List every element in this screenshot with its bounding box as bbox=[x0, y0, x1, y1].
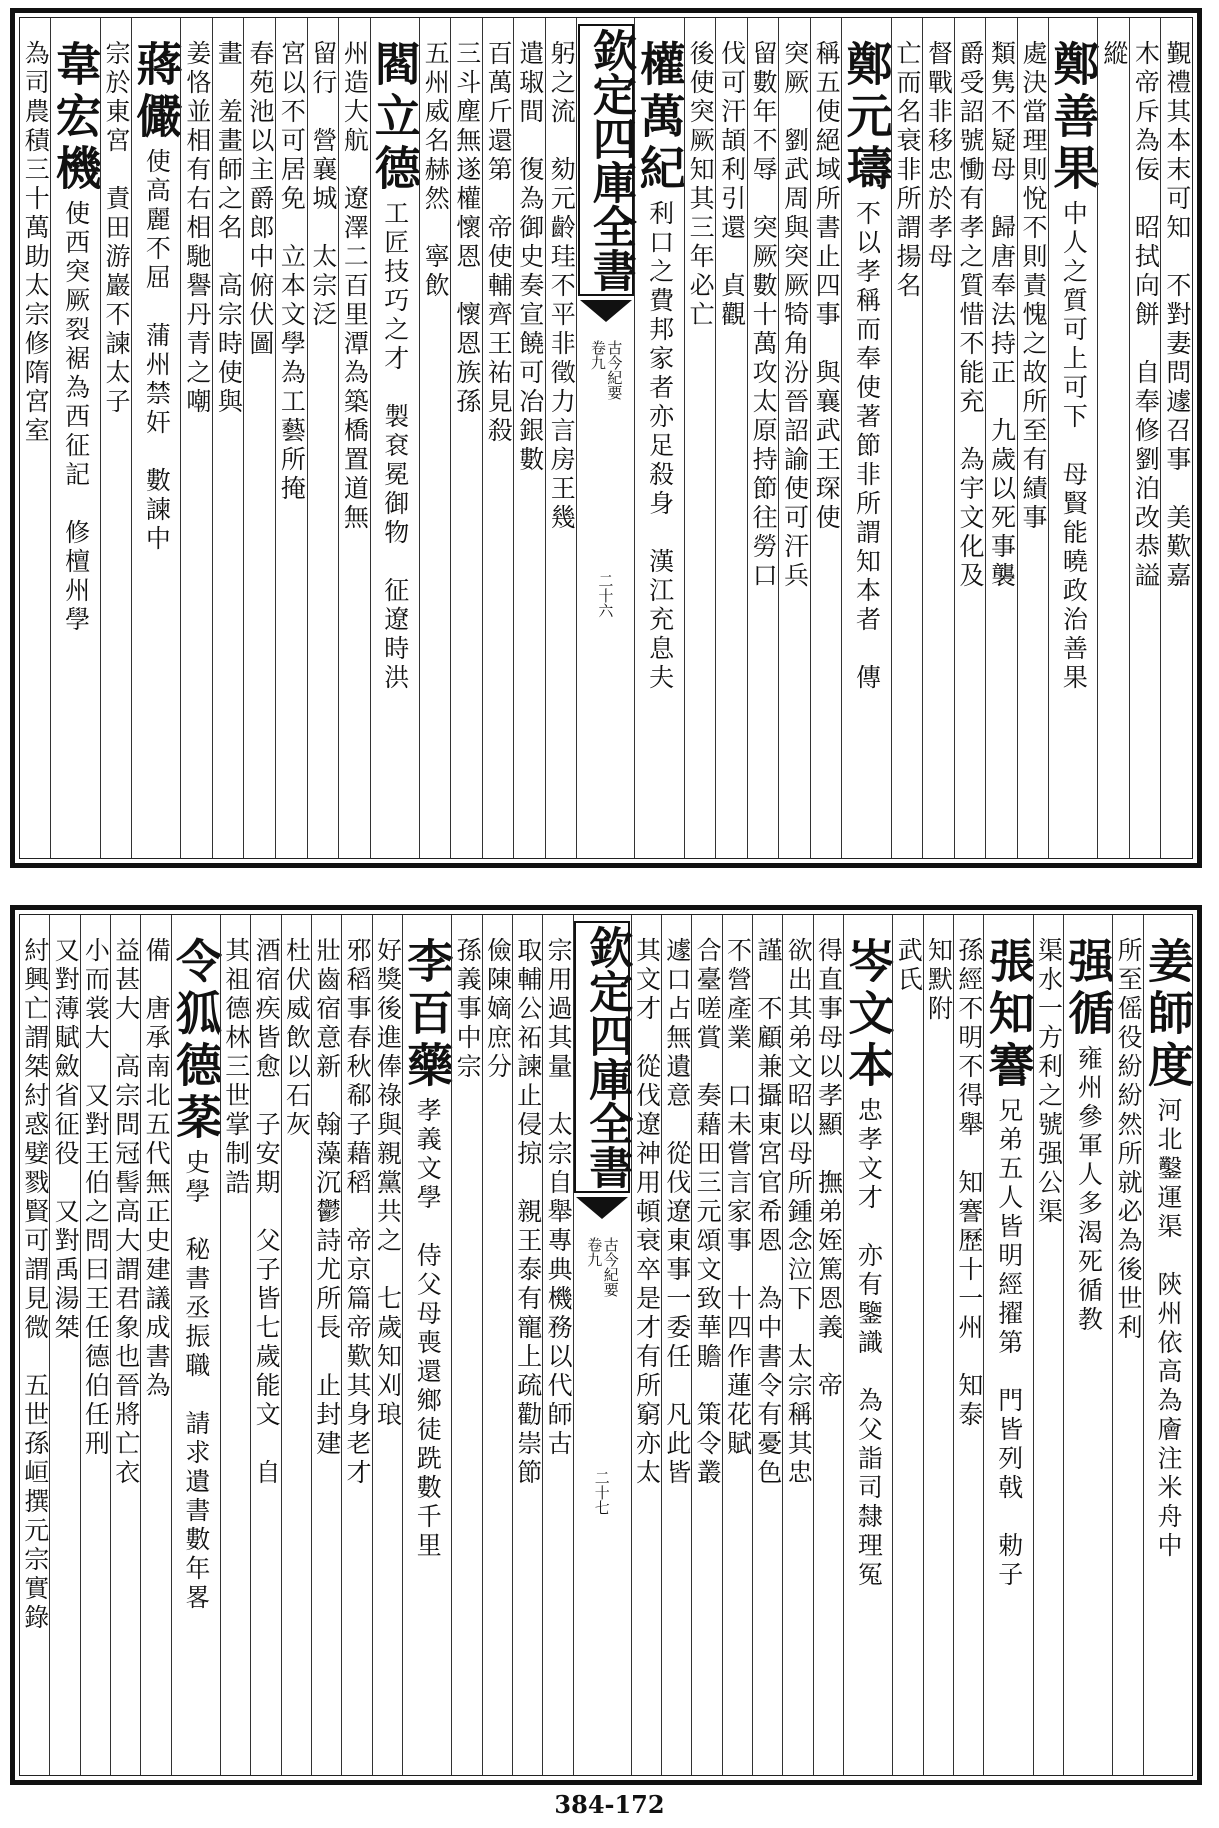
column-text: 又對薄賦斂省征役 又對禹湯桀 bbox=[51, 937, 81, 1343]
column-content bbox=[421, 40, 451, 858]
column-content bbox=[812, 40, 842, 858]
text-column bbox=[451, 915, 481, 1775]
column-text: 留數年不辱 突厥數十萬攻太原持節往勞口 bbox=[749, 40, 779, 591]
text-column bbox=[1112, 915, 1142, 1775]
column-content bbox=[1131, 40, 1161, 858]
column-text: 杜伏威飲以石灰 bbox=[282, 937, 312, 1140]
biography-heading: 岑文本 bbox=[841, 937, 896, 1093]
column-content bbox=[1061, 937, 1116, 1775]
volume-label: 古今紀要 卷九 bbox=[585, 1237, 620, 1297]
text-column bbox=[813, 915, 843, 1775]
column-text: 工匠技巧之才 製袞冕御物 征遼時洪 bbox=[380, 200, 410, 693]
text-column bbox=[140, 915, 170, 1775]
column-content bbox=[340, 40, 370, 858]
biography-heading: 姜師度 bbox=[1141, 937, 1195, 1093]
text-column bbox=[782, 915, 812, 1775]
column-content bbox=[282, 937, 312, 1775]
column-text: 使高麗不屈 蒲州禁奸 數諫中 bbox=[142, 148, 172, 554]
column-content bbox=[814, 937, 844, 1775]
column-content bbox=[749, 40, 779, 858]
column-text: 春苑池以主爵郎中俯伏圖 bbox=[245, 40, 275, 359]
text-column bbox=[922, 18, 954, 858]
column-content bbox=[981, 937, 1036, 1775]
text-column bbox=[275, 18, 307, 858]
text-column bbox=[1129, 18, 1161, 858]
column-content bbox=[780, 40, 810, 858]
column-content bbox=[400, 937, 455, 1775]
column-content bbox=[924, 40, 954, 858]
column-text: 躬之流 劾元齡珪不平非徵力言房王幾 bbox=[547, 40, 577, 533]
column-text: 雍州參軍人多渴死循教 bbox=[1074, 1045, 1104, 1335]
text-column bbox=[450, 18, 482, 858]
text-column bbox=[372, 915, 402, 1775]
column-text: 中人之質可上可下 母賢能曉政治善果 bbox=[1059, 200, 1089, 693]
text-column bbox=[482, 915, 512, 1775]
column-content bbox=[517, 40, 543, 858]
text-column bbox=[661, 915, 691, 1775]
text-column bbox=[545, 18, 577, 858]
column-text: 留行 營襄城 太宗泛 bbox=[308, 40, 338, 330]
column-text: 益甚大 高宗問冠髻高大謂君象也晉將亡衣 bbox=[111, 937, 141, 1488]
text-column bbox=[839, 18, 894, 858]
text-column bbox=[243, 18, 275, 858]
column-text: 孫義事中宗 bbox=[453, 937, 483, 1082]
column-content bbox=[252, 937, 282, 1775]
text-column bbox=[841, 915, 896, 1775]
column-text: 其文才 從伐遼神用頓衰卒是才有所窮亦太 bbox=[632, 937, 662, 1488]
text-column bbox=[891, 18, 923, 858]
text-column bbox=[367, 18, 422, 858]
column-text: 處決當理則悅不則責愧之故所至有績事 bbox=[1019, 40, 1049, 533]
column-text: 謹 不顧兼攝東宮官希恩 為中書令有憂色 bbox=[753, 937, 783, 1488]
column-content bbox=[168, 937, 223, 1775]
column-content bbox=[1034, 937, 1064, 1775]
bottom-page bbox=[10, 905, 1202, 1785]
text-column bbox=[49, 915, 79, 1775]
bottom-page-columns bbox=[19, 914, 1193, 1776]
column-content bbox=[784, 937, 814, 1775]
column-content bbox=[547, 40, 577, 858]
text-column bbox=[48, 18, 103, 858]
column-text: 宗用過其量 太宗自舉專典機務以代師古 bbox=[544, 937, 574, 1459]
text-column bbox=[953, 915, 983, 1775]
biography-heading: 鄭元璹 bbox=[839, 40, 894, 196]
biography-heading: 權萬紀 bbox=[632, 40, 687, 196]
text-column bbox=[1061, 915, 1116, 1775]
column-content bbox=[452, 40, 482, 858]
text-column bbox=[100, 18, 132, 858]
column-text: 知默附 bbox=[924, 937, 954, 1024]
column-content bbox=[693, 937, 723, 1775]
column-content bbox=[214, 40, 244, 858]
text-column bbox=[1046, 18, 1101, 858]
column-content bbox=[894, 937, 924, 1775]
text-column bbox=[923, 915, 953, 1775]
text-column bbox=[684, 18, 716, 858]
column-text: 史學 秘書丞振職 請求遺書數年畧 bbox=[181, 1149, 211, 1613]
text-column bbox=[715, 18, 747, 858]
volume-label: 古今紀要 卷九 bbox=[588, 340, 624, 400]
column-text: 孝義文學 侍父母喪還鄉徒跣數千里 bbox=[413, 1097, 443, 1561]
center-margin-strip bbox=[573, 915, 631, 1775]
column-text: 督戰非移忠於孝母 bbox=[924, 40, 954, 272]
text-column bbox=[1097, 18, 1129, 858]
column-content bbox=[632, 40, 687, 858]
column-content bbox=[81, 937, 111, 1775]
column-text: 伐可汗頡利引還 貞觀 bbox=[717, 40, 747, 330]
column-text: 五州威名赫然 寧飲 bbox=[421, 40, 451, 301]
text-column bbox=[482, 18, 514, 858]
column-text: 小而裳大 又對王伯之問曰王任德伯任刑 bbox=[81, 937, 111, 1459]
text-column bbox=[1141, 915, 1195, 1775]
column-content bbox=[483, 937, 513, 1775]
column-text: 不以孝稱而奉使著節非所謂知本者 傳 bbox=[852, 200, 882, 693]
column-text: 類隽不疑母 歸唐奉法持正 九歲以死事襲 bbox=[987, 40, 1017, 591]
column-content bbox=[987, 40, 1017, 858]
text-column bbox=[981, 915, 1036, 1775]
column-text: 所至傜役紛紛然所就必為後世利 bbox=[1114, 937, 1144, 1343]
column-text: 利口之費邦家者亦足殺身 漢江充息夫 bbox=[645, 200, 675, 693]
column-content bbox=[664, 937, 690, 1775]
column-text: 姜恪並相有右相馳譽丹青之嘲 bbox=[182, 40, 212, 417]
column-content bbox=[277, 40, 307, 858]
column-content bbox=[1101, 40, 1127, 858]
column-text: 合臺嗟賞 奏藉田三元頌文致華贍 策令叢 bbox=[693, 937, 723, 1488]
column-text: 遣琡間 復為御史奏宣饒可冶銀數 bbox=[515, 40, 545, 475]
text-column bbox=[954, 18, 986, 858]
column-content bbox=[894, 40, 920, 858]
column-content bbox=[247, 40, 273, 858]
text-column bbox=[110, 915, 140, 1775]
column-text: 紂興亡謂桀紂惑嬖戮賢可謂見微 五世孫峘撰元宗實錄 bbox=[20, 937, 50, 1633]
text-column bbox=[281, 915, 311, 1775]
column-text: 壯齒宿意新 翰藻沉鬱詩尤所長 止封建 bbox=[312, 937, 342, 1459]
column-text: 為司農積三十萬助太宗修隋宮室 bbox=[21, 40, 51, 446]
column-text: 稱五使絕域所書止四事 與襄武王琛使 bbox=[812, 40, 842, 533]
text-column bbox=[752, 915, 782, 1775]
text-column bbox=[20, 18, 51, 858]
text-column bbox=[250, 915, 280, 1775]
column-text: 酒宿疾皆愈 子安期 父子皆七歲能文 自 bbox=[252, 937, 282, 1488]
text-column bbox=[212, 18, 244, 858]
text-column bbox=[632, 18, 687, 858]
text-column bbox=[778, 18, 810, 858]
column-text: 覲禮其本末可知 不對妻問遽召事 美歎嘉 bbox=[1162, 40, 1192, 591]
column-content bbox=[515, 937, 541, 1775]
column-text: 渠水一方利之號强公渠 bbox=[1034, 937, 1064, 1227]
column-content bbox=[1019, 40, 1049, 858]
biography-heading: 强循 bbox=[1061, 937, 1116, 1041]
text-column bbox=[168, 915, 223, 1775]
column-content bbox=[184, 40, 210, 858]
biography-heading: 令狐德棻 bbox=[168, 937, 223, 1145]
column-text: 三斗塵無遂權懷恩 懷恩族孫 bbox=[452, 40, 482, 417]
column-text: 河北鑿運渠 陝州依高為廥注米舟中 bbox=[1153, 1097, 1183, 1561]
column-content bbox=[48, 40, 103, 858]
column-text: 州造大航 遼澤二百里潭為築橋置道無 bbox=[340, 40, 370, 533]
column-content bbox=[1114, 937, 1144, 1775]
column-text: 備 唐承南北五代無正史建議成書為 bbox=[142, 937, 172, 1401]
text-column bbox=[631, 915, 661, 1775]
column-content bbox=[723, 937, 753, 1775]
text-column bbox=[307, 18, 339, 858]
column-text: 使西突厥裂裾為西征記 修檀州學 bbox=[61, 200, 91, 635]
leaf-number: 二十七 bbox=[592, 1470, 611, 1515]
column-content bbox=[717, 40, 747, 858]
text-column bbox=[129, 18, 184, 858]
column-content bbox=[453, 937, 483, 1775]
column-content bbox=[841, 937, 896, 1775]
fish-tail-mark bbox=[576, 1197, 628, 1219]
text-column bbox=[747, 18, 779, 858]
text-column bbox=[80, 915, 110, 1775]
column-text: 畫 羞畫師之名 高宗時使與 bbox=[214, 40, 244, 417]
column-text: 後使突厥知其三年必亡 bbox=[686, 40, 716, 330]
column-content bbox=[1164, 40, 1190, 858]
column-content bbox=[343, 937, 373, 1775]
biography-heading: 韋宏機 bbox=[48, 40, 103, 196]
page-number-footer: 384-172 bbox=[554, 1790, 665, 1819]
text-column bbox=[419, 18, 451, 858]
column-text: 兄弟五人皆明經擢第 門皆列戟 勅子 bbox=[994, 1097, 1024, 1590]
column-text: 爵受詔號慟有孝之質惜不能充 為宇文化及 bbox=[955, 40, 985, 591]
text-column bbox=[542, 915, 572, 1775]
text-column bbox=[338, 18, 370, 858]
text-column bbox=[512, 915, 542, 1775]
book-title: 欽定四庫全書 bbox=[574, 921, 630, 1193]
column-text: 縱 bbox=[1099, 40, 1129, 69]
column-content bbox=[21, 40, 51, 858]
column-content bbox=[957, 40, 983, 858]
column-text: 武氏 bbox=[894, 937, 924, 995]
column-text: 遽口占無遺意 從伐遼東事一委任 凡此皆 bbox=[662, 937, 692, 1488]
column-content bbox=[924, 937, 954, 1775]
text-column bbox=[180, 18, 212, 858]
text-column bbox=[1160, 18, 1192, 858]
column-content bbox=[310, 40, 336, 858]
biography-heading: 閻立德 bbox=[367, 40, 422, 196]
column-content bbox=[956, 937, 982, 1775]
text-column bbox=[892, 915, 922, 1775]
column-text: 突厥 劉武周與突厥犄角汾晉詔諭使可汗兵 bbox=[780, 40, 810, 591]
column-content bbox=[129, 40, 184, 858]
column-text: 忠孝文才 亦有鑒識 為父詣司隸理冤 bbox=[854, 1097, 884, 1590]
column-text: 得直事母以孝顯 撫弟姪篤恩義 帝 bbox=[814, 937, 844, 1401]
biography-heading: 鄭善果 bbox=[1046, 40, 1101, 196]
column-content bbox=[484, 40, 514, 858]
top-page bbox=[10, 8, 1202, 868]
text-column bbox=[20, 915, 49, 1775]
column-text: 取輔公祏諫止侵掠 親王泰有寵上疏勸崇節 bbox=[513, 937, 543, 1488]
column-text: 亡而名衰非所謂揚名 bbox=[892, 40, 922, 301]
center-margin-strip bbox=[576, 18, 634, 858]
column-content bbox=[142, 937, 172, 1775]
text-column bbox=[691, 915, 721, 1775]
text-column bbox=[513, 18, 545, 858]
column-text: 儉陳嫡庶分 bbox=[483, 937, 513, 1082]
text-column bbox=[722, 915, 752, 1775]
text-column bbox=[400, 915, 455, 1775]
text-column bbox=[220, 915, 250, 1775]
column-text: 百萬斤還第 帝使輔齊王祐見殺 bbox=[484, 40, 514, 446]
text-column bbox=[1033, 915, 1063, 1775]
column-content bbox=[839, 40, 894, 858]
column-content bbox=[51, 937, 81, 1775]
text-column bbox=[341, 915, 371, 1775]
text-column bbox=[1017, 18, 1049, 858]
column-content bbox=[373, 937, 403, 1775]
column-text: 孫經不明不得舉 知謇歷十一州 知泰 bbox=[954, 937, 984, 1430]
top-page-columns bbox=[19, 17, 1193, 859]
column-content bbox=[686, 40, 716, 858]
column-content bbox=[20, 937, 50, 1775]
column-content bbox=[223, 937, 249, 1775]
column-text: 好獎後進俸祿與親黨共之 七歲知刈琅 bbox=[373, 937, 403, 1430]
column-content bbox=[103, 40, 129, 858]
column-text: 其祖德林三世掌制誥 bbox=[221, 937, 251, 1198]
fish-tail-mark bbox=[580, 300, 632, 322]
column-text: 木帝斥為佞 昭拭向餅 自奉修劉泊改恭謚 bbox=[1131, 40, 1161, 591]
column-content bbox=[314, 937, 340, 1775]
column-content bbox=[632, 937, 662, 1775]
column-content bbox=[367, 40, 422, 858]
column-content bbox=[544, 937, 574, 1775]
column-text: 邪稻事春秋郗子藉稻 帝京篇帝歎其身老才 bbox=[343, 937, 373, 1488]
leaf-number: 二十六 bbox=[596, 573, 615, 618]
column-content bbox=[113, 937, 139, 1775]
biography-heading: 張知謇 bbox=[981, 937, 1036, 1093]
column-content bbox=[1141, 937, 1195, 1775]
column-content bbox=[755, 937, 781, 1775]
column-content bbox=[1046, 40, 1101, 858]
column-text: 宮以不可居免 立本文學為工藝所掩 bbox=[277, 40, 307, 504]
column-text: 欲出其弟文昭以母所鍾念泣下 太宗稱其忠 bbox=[784, 937, 814, 1488]
column-text: 宗於東宮 責田游巖不諫太子 bbox=[102, 40, 131, 417]
text-column bbox=[311, 915, 341, 1775]
biography-heading: 蔣儼 bbox=[129, 40, 184, 144]
column-text: 不營產業 口未嘗言家事 十四作蓮花賦 bbox=[723, 937, 753, 1459]
biography-heading: 李百藥 bbox=[400, 937, 455, 1093]
text-column bbox=[810, 18, 842, 858]
text-column bbox=[985, 18, 1017, 858]
book-title: 欽定四庫全書 bbox=[578, 24, 634, 296]
